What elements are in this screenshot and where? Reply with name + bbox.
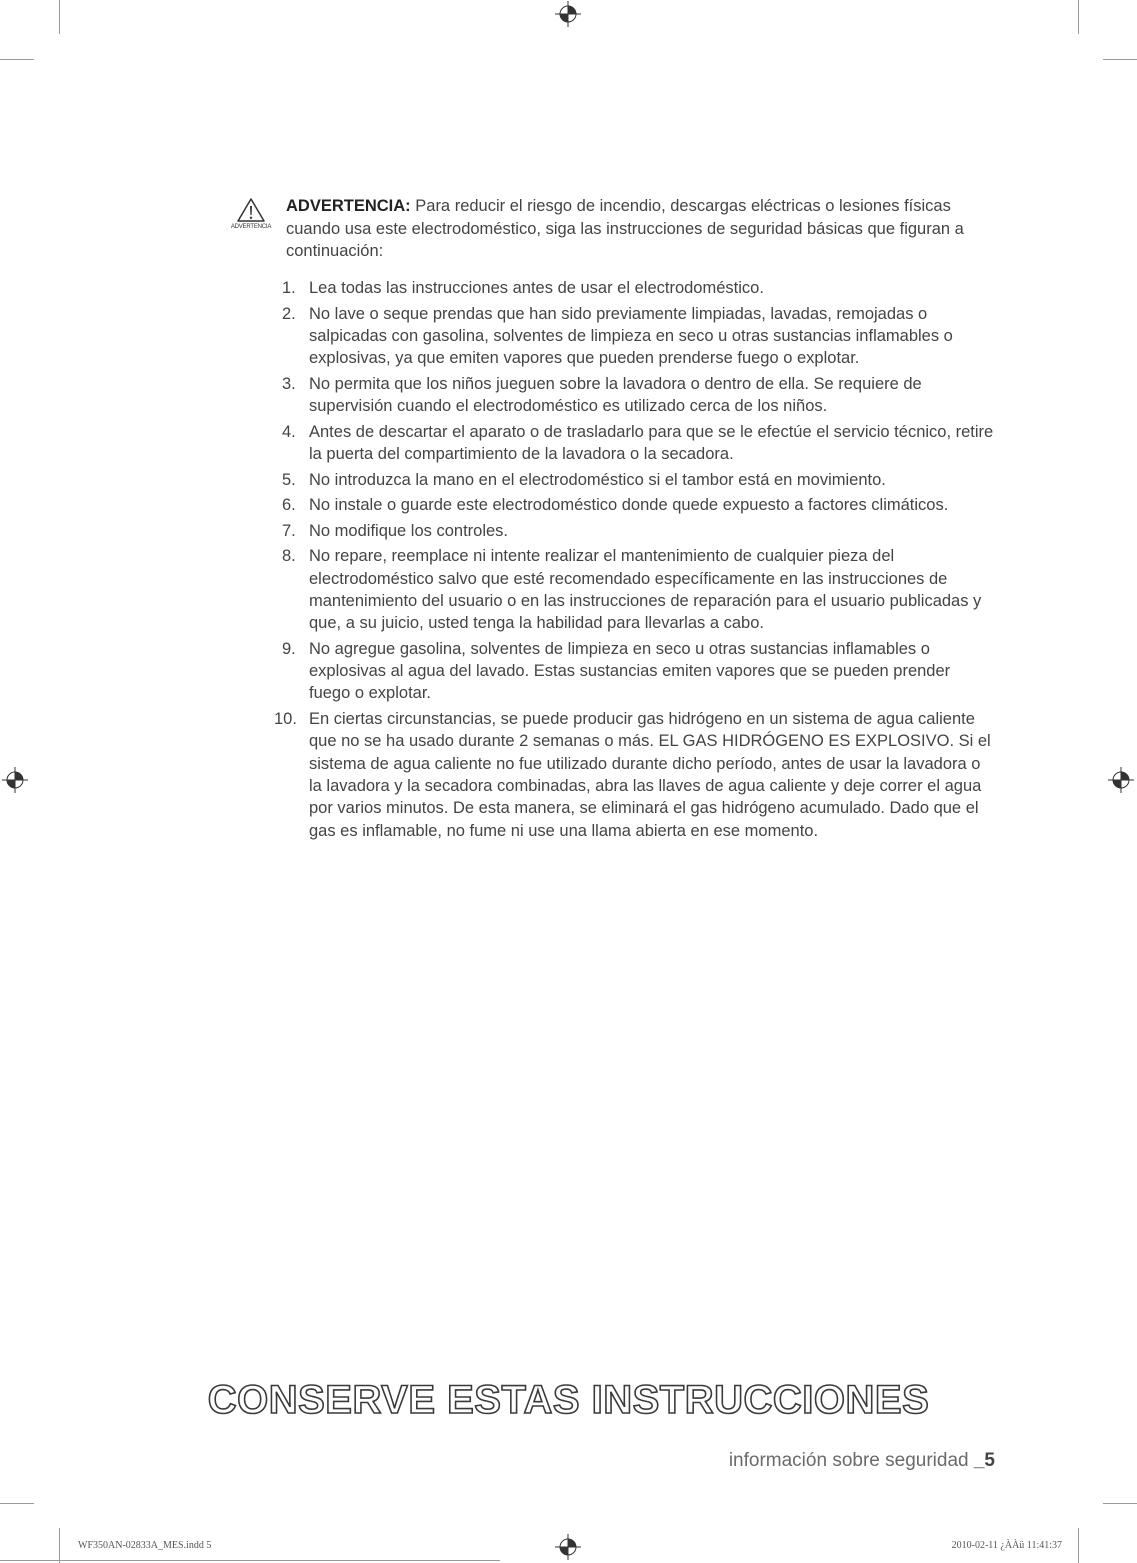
- list-item: [282, 421, 994, 466]
- list-item-number: 1.: [282, 279, 296, 297]
- crop-mark: [0, 1503, 34, 1504]
- list-item: [282, 277, 994, 299]
- registration-mark-icon: [2, 767, 28, 793]
- list-item-number: 5.: [282, 470, 296, 489]
- list-item: [274, 708, 994, 842]
- page-footer: [729, 1450, 995, 1472]
- warning-label: ADVERTENCIA:: [286, 197, 411, 215]
- list-item-number: 6.: [282, 496, 296, 515]
- instruction-list: [274, 277, 994, 845]
- list-item-text: No modifique los controles.: [309, 521, 509, 540]
- crop-mark: [1103, 59, 1137, 60]
- list-item-text: No lave o seque prendas que han sido previamente limpiadas, lavadas, remojadas o salpicadas con gasolina, solventes de limpieza en seco u otras sustancias inflamables o explosivas, ya que emiten vapores que pueden prenderse fuego o explotar.: [309, 304, 953, 368]
- closing-title: CONSERVE ESTAS INSTRUCCIONES: [207, 1378, 930, 1422]
- crop-mark: [1103, 1503, 1137, 1504]
- list-item: [282, 520, 994, 542]
- list-item-text: No instale o guarde este electrodoméstico donde quede expuesto a factores climáticos.: [309, 496, 949, 515]
- registration-mark-icon: [555, 1, 581, 27]
- list-item-text: Antes de descartar el aparato o de trasladarlo para que se le efectúe el servicio técnico, retire la puerta del compartimiento de la lavadora o la secadora.: [309, 422, 994, 463]
- crop-mark: [1078, 1528, 1079, 1563]
- list-item: [282, 638, 994, 705]
- print-slug-timestamp: 2010-02-11 ¿ÀÀü 11:41:37: [951, 1540, 1062, 1551]
- warning-icon-group: [226, 197, 276, 230]
- list-item-text: No repare, reemplace ni intente realizar el mantenimiento de cualquier pieza del electrodoméstico salvo que esté recomendado específicamente en las instrucciones de mantenimiento del usuario o en las instrucciones de reparación para el usuario publicadas y que, a su juicio, usted tenga la habilidad para llevarlas a cabo.: [309, 547, 982, 633]
- warning-text: [286, 195, 996, 263]
- crop-mark: [59, 1528, 60, 1563]
- crop-mark: [0, 1560, 500, 1561]
- registration-mark-icon: [1108, 767, 1134, 793]
- print-slug-filename: WF350AN-02833A_MES.indd 5: [78, 1540, 212, 1551]
- crop-mark: [0, 59, 34, 60]
- list-item-number: 3.: [282, 374, 296, 393]
- list-item-number: 10.: [274, 710, 297, 729]
- list-item: [282, 494, 994, 516]
- list-item-number: 7.: [282, 521, 296, 540]
- warning-triangle-icon: [236, 197, 266, 223]
- list-item-text: No agregue gasolina, solventes de limpieza en seco u otras sustancias inflamables o explosivas al agua del lavado. Estas sustancias emiten vapores que se pueden prender fuego o explotar.: [309, 639, 951, 703]
- list-item-number: 4.: [282, 422, 296, 441]
- footer-section-label: información sobre seguridad: [728, 1450, 974, 1471]
- list-item-text: No introduzca la mano en el electrodoméstico si el tambor está en movimiento.: [309, 470, 886, 489]
- list-item-number: 8.: [282, 547, 296, 566]
- list-item-number: 2.: [282, 304, 296, 323]
- list-item: [282, 373, 994, 418]
- list-item-text: En ciertas circunstancias, se puede producir gas hidrógeno en un sistema de agua caliente que no se ha usado durante 2 semanas o más. EL GAS HIDRÓGENO ES EXPLOSIVO. Si el sistema de agua caliente no fue utilizado durante dicho período, antes de usar la lavadora o la lavadora y la secadora combinadas, abra las llaves de agua caliente y deje correr el agua por varios minutos. De esta manera, se eliminará el gas hidrógeno acumulado. Dado que el gas es inflamable, no fume ni use una llama abierta en ese momento.: [309, 710, 991, 840]
- warning-block: [226, 195, 996, 263]
- warning-body: Para reducir el riesgo de incendio, descargas eléctricas o lesiones físicas cuando usa este electrodoméstico, siga las instrucciones de seguridad básicas que figuran a continuación:: [286, 197, 964, 260]
- registration-mark-icon: [555, 1534, 581, 1560]
- list-item-text: No permita que los niños jueguen sobre la lavadora o dentro de ella. Se requiere de supervisión cuando el electrodoméstico es utilizado cerca de los niños.: [309, 374, 922, 416]
- page-number: _5: [973, 1450, 995, 1471]
- list-item: [282, 303, 994, 370]
- list-item: [282, 469, 994, 491]
- list-item: [282, 545, 994, 634]
- crop-mark: [1078, 0, 1079, 34]
- warning-icon-caption: ADVERTENCIA: [230, 224, 272, 230]
- list-item-text: Lea todas las instrucciones antes de usar el electrodoméstico.: [309, 279, 764, 297]
- crop-mark: [59, 0, 60, 34]
- list-item-number: 9.: [282, 639, 296, 658]
